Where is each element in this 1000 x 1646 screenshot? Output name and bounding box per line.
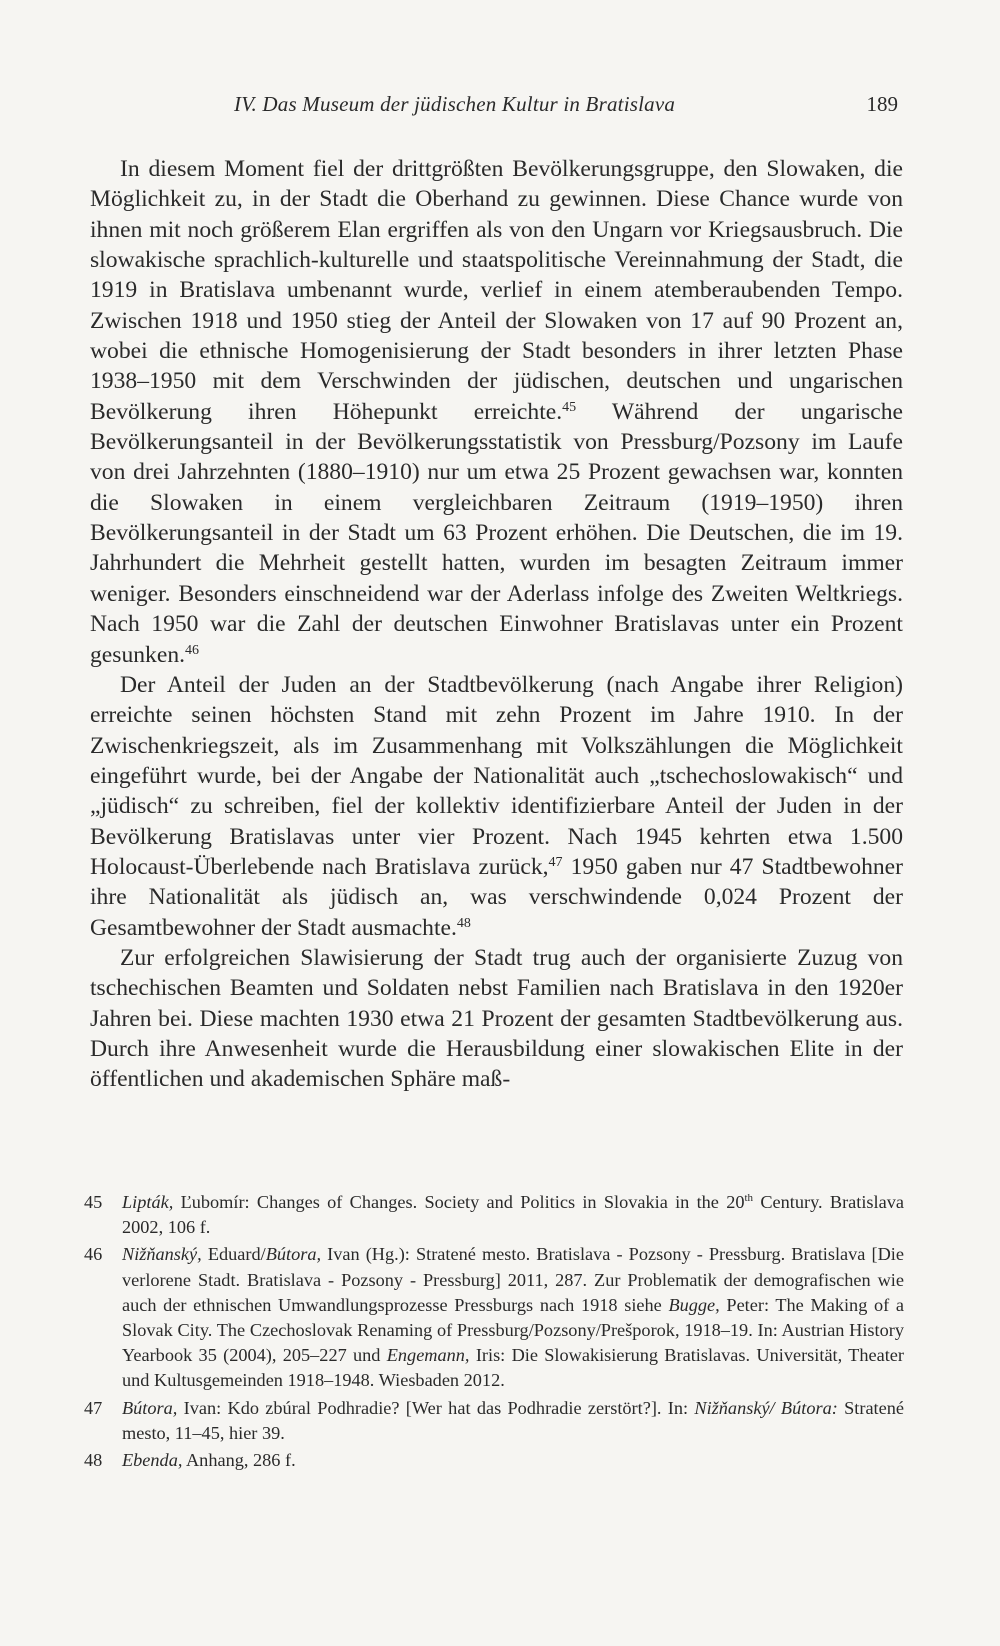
footnote-45: [84, 1190, 904, 1240]
body-text: [90, 154, 903, 1095]
footnote-ref-47[interactable]: 47: [548, 854, 563, 870]
footnote-text-part: Anhang, 286 f.: [182, 1450, 296, 1471]
footnote-text-part: Eduard/: [201, 1244, 266, 1265]
paragraph-2: [90, 670, 903, 943]
footnote-number: 46: [84, 1244, 103, 1265]
footnote-superscript: th: [744, 1192, 754, 1204]
footnote-author: Lipták,: [122, 1192, 174, 1212]
page-number: 189: [866, 92, 898, 116]
footnote-text-part: Ivan (Hg.): Stratené mesto. Bratislava - Pozsony - Pressburg. Bratislava [Die verlorene Stadt. Bratislava - Pozsony - Pressburg] 2011, 287. Zur Problematik der demografischen wie auch der ethnischen Umwandlungsprozesse Pressburgs nach 1918 siehe: [122, 1244, 904, 1315]
footnote-number: 48: [84, 1450, 103, 1471]
footnote-author: Bugge,: [668, 1294, 720, 1315]
paragraph-2-text-b: 1950 gaben nur 47 Stadtbewohner ihre Nationalität als jüdisch an, was verschwindende 0,024 Prozent der Gesamtbewohner der Stadt ausmachte.: [90, 853, 903, 941]
paragraph-3-text: Zur erfolgreichen Slawisierung der Stadt trug auch der organisierte Zuzug von tschechischen Beamten und Soldaten nebst Familien nach Bratislava in den 1920er Jahren bei. Diese machten 1930 etwa 21 Prozent der gesamten Stadtbevölkerung aus. Durch ihre Anwesenheit wurde die Herausbildung einer slowakischen Elite in der öffentlichen und akademischen Sphäre maß-: [90, 944, 903, 1093]
paragraph-1-text-b: Während der ungarische Bevölkerungsanteil in der Bevölkerungsstatistik von Pressburg/Pozsony im Laufe von drei Jahrzehnten (1880–1910) nur um etwa 25 Prozent gewachsen war, konnten die Slowaken in einem vergleichbaren Zeitraum (1919–1950) ihren Bevölkerungsanteil in der Stadt um 63 Prozent erhöhen. Die Deutschen, die im 19. Jahrhundert die Mehrheit gestellt hatten, wurden im besagten Zeitraum immer weniger. Besonders einschneidend war der Aderlass infolge des Zweiten Weltkriegs. Nach 1950 war die Zahl der deutschen Einwohner Bratislavas unter ein Prozent gesunken.: [90, 398, 903, 668]
footnote-number: 45: [84, 1192, 103, 1212]
paragraph-1-text-a: In diesem Moment fiel der drittgrößten Bevölkerungsgruppe, den Slowaken, die Möglichkeit zu, in der Stadt die Oberhand zu gewinnen. Diese Chance wurde von ihnen mit noch größerem Elan ergriffen als von den Ungarn vor Kriegsausbruch. Die slowakische sprachlich-kulturelle und staatspolitische Vereinnahmung der Stadt, die 1919 in Bratislava umbenannt wurde, verlief in einem atemberaubenden Tempo. Zwischen 1918 und 1950 stieg der Anteil der Slowaken von 17 auf 90 Prozent an, wobei die ethnische Homogenisierung der Stadt besonders in ihrer letzten Phase 1938–1950 mit dem Verschwinden der jüdischen, deutschen und ungarischen Bevölkerung ihren Höhepunkt erreichte.: [90, 156, 903, 425]
footnote-text-part: Ľubomír: Changes of Changes. Society and Politics in Slovakia in the 20: [173, 1192, 745, 1212]
footnote-text: [122, 1448, 904, 1473]
footnote-text: [122, 1396, 904, 1446]
footnote-ref-46[interactable]: 46: [185, 642, 200, 658]
chapter-title: IV. Das Museum der jüdischen Kultur in Bratislava: [234, 92, 676, 116]
footnote-author: Bútora,: [265, 1244, 322, 1265]
footnote-text-part: Century. Bratislava 2002, 106 f.: [122, 1192, 904, 1238]
footnote-text-part: Ivan: Kdo zbúral Podhradie? [Wer hat das Podhradie zerstört?]. In:: [177, 1397, 695, 1418]
footnote-ref-48[interactable]: 48: [456, 915, 471, 931]
footnote-number: 47: [84, 1397, 103, 1418]
running-header: [234, 92, 900, 122]
footnote-47: [84, 1396, 904, 1446]
footnote-46: [84, 1242, 904, 1393]
paragraph-2-text-a: Der Anteil der Juden an der Stadtbevölkerung (nach Angabe ihrer Religion) erreichte seinen höchsten Stand mit zehn Prozent im Jahre 1910. In der Zwischenkriegszeit, als im Zusammenhang mit Volkszählungen die Möglichkeit eingeführt wurde, bei der Angabe der Nationalität auch „tschechoslowakisch“ und „jüdisch“ zu schreiben, fiel der kollektiv identifizierbare Anteil der Juden in der Bevölkerung Bratislavas unter vier Prozent. Nach 1945 kehrten etwa 1.500 Holocaust-Überlebende nach Bratislava zurück,: [90, 671, 903, 880]
paragraph-1: [90, 154, 903, 670]
footnote-author: Nižňanský/ Bútora:: [694, 1397, 838, 1418]
footnote-text-part: Stratené mesto, 11–45, hier 39.: [122, 1397, 905, 1443]
footnote-ref-45[interactable]: 45: [562, 399, 577, 415]
footnote-author: Nižňanský,: [122, 1244, 202, 1265]
footnote-48: [84, 1448, 904, 1473]
footnote-text: [122, 1190, 904, 1240]
footnote-text: [122, 1242, 904, 1393]
footnotes: [84, 1190, 904, 1475]
footnote-author: Ebenda,: [122, 1450, 183, 1471]
footnote-text-part: Iris: Die Slowakisierung Bratislavas. Universität, Theater und Kultusgemeinden 1918–1948. Wiesbaden 2012.: [122, 1345, 904, 1391]
footnote-author: Engemann,: [386, 1345, 470, 1366]
paragraph-3: [90, 943, 903, 1095]
footnote-text-part: Peter: The Making of a Slovak City. The Czechoslovak Renaming of Pressburg/Pozsony/Prešporok, 1918–19. In: Austrian History Yearbook 35 (2004), 205–227 und: [122, 1294, 904, 1366]
footnote-author: Bútora,: [122, 1397, 178, 1418]
